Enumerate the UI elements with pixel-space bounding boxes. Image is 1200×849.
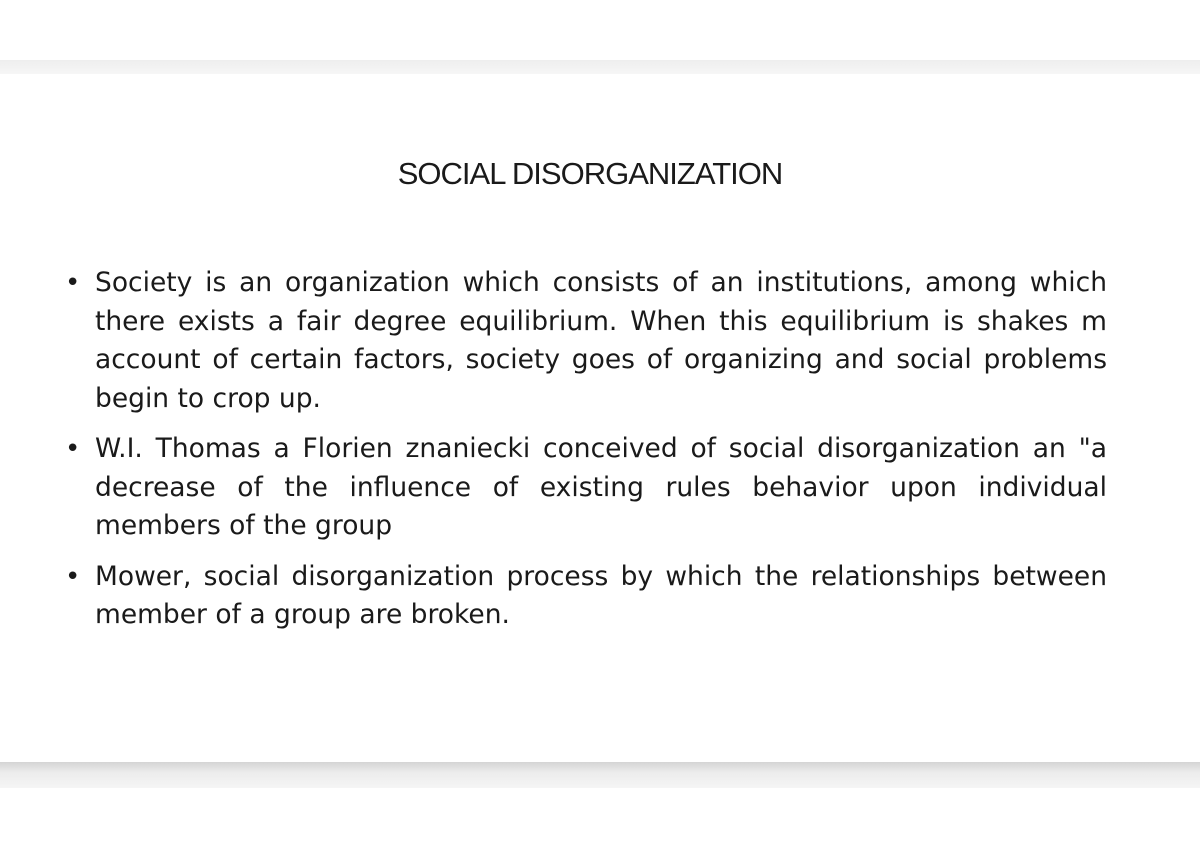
bullet-icon: •: [65, 561, 81, 592]
bullet-text: W.I. Thomas a Florien znaniecki conceived of social disorganization an "a decrease of the influence of existing rules behavior upon individual members of the group: [95, 433, 1107, 541]
bullet-text: Mower, social disorganization process by which the relationships between member of a group are broken.: [95, 560, 1107, 630]
bullet-item: [65, 430, 1107, 546]
bullet-item: [65, 264, 1107, 418]
slide-title: SOCIAL DISORGANIZATION: [397, 156, 783, 191]
bullet-item: [65, 558, 1107, 635]
bullet-text: Society is an organization which consists of an institutions, among which there exists a fair degree equilibrium. When this equilibrium is shakes m account of certain factors, society goes of organizing and social problems begin to crop up.: [95, 267, 1107, 414]
bullet-icon: •: [65, 434, 81, 464]
top-border: [0, 60, 1200, 74]
slide: [0, 74, 1200, 762]
bullet-list: [65, 264, 1107, 647]
bullet-icon: •: [65, 268, 81, 298]
bottom-border: [0, 762, 1200, 788]
